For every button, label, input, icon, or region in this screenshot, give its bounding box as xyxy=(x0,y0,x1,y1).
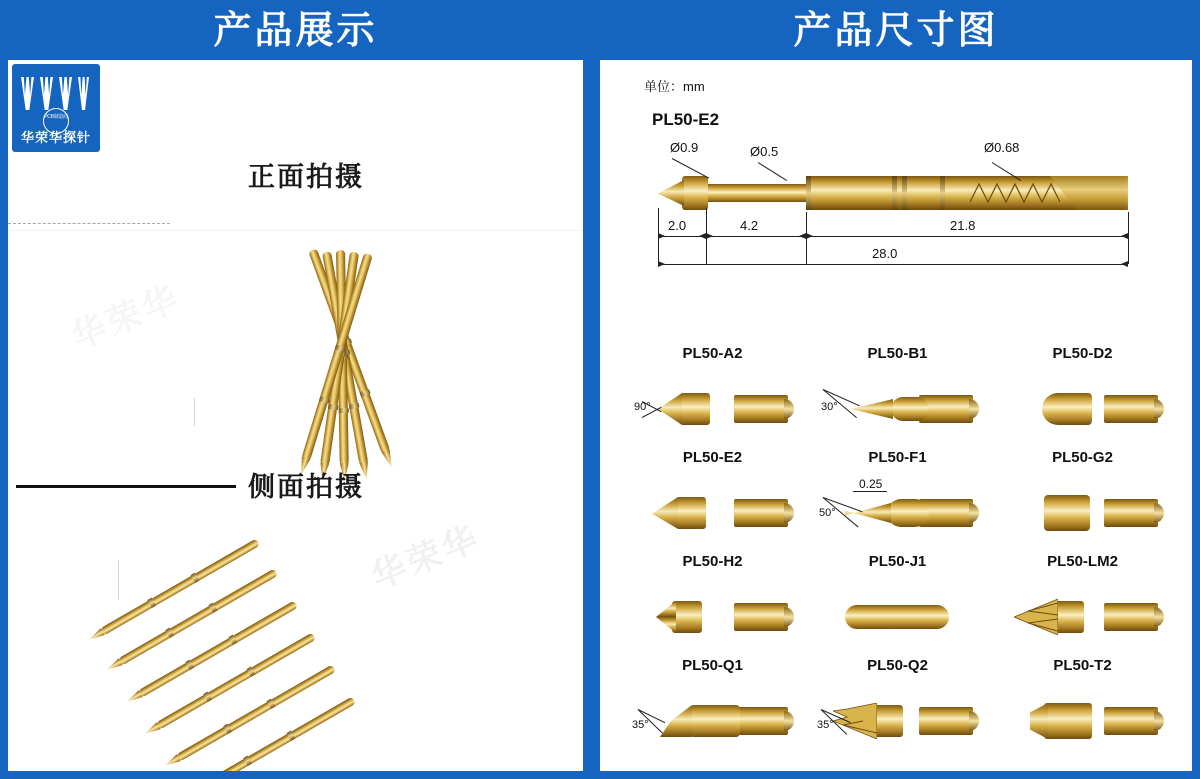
variant-name: PL50-E2 xyxy=(682,449,743,466)
main-probe-drawing xyxy=(640,140,1160,330)
logo-seal-icon: PCB制造商 xyxy=(43,108,69,134)
diameter-label-2: Ø0.5 xyxy=(750,144,779,159)
dim-line-total xyxy=(658,264,1128,265)
variant-art-lm2 xyxy=(1002,587,1164,647)
left-panel-title: 产品展示 xyxy=(213,10,378,52)
variant-art-f1 xyxy=(817,477,979,543)
variant-art-t2 xyxy=(1002,691,1164,751)
variant-cell-q2 xyxy=(805,657,990,761)
variant-art-q1 xyxy=(632,691,794,751)
trident-icon xyxy=(21,70,91,110)
unit-note: 单位：mm xyxy=(644,79,705,94)
photo-dashed-line xyxy=(8,223,170,224)
probe-ring xyxy=(902,176,907,210)
probe-shaft xyxy=(706,184,806,202)
main-model-label: PL50-E2 xyxy=(652,110,720,129)
company-logo xyxy=(12,64,100,152)
variant-cell-t2 xyxy=(990,657,1175,761)
dim-arrow xyxy=(806,233,813,239)
variant-art-g2 xyxy=(1002,483,1164,543)
probe-side-1 xyxy=(100,539,260,636)
variant-art-b1 xyxy=(817,379,979,439)
variant-name: PL50-T2 xyxy=(1053,657,1112,674)
dim-arrow xyxy=(1121,233,1128,239)
variant-name: PL50-H2 xyxy=(682,553,743,570)
dim-arrow xyxy=(799,233,806,239)
extension-line xyxy=(1128,212,1129,264)
serrated-tip-icon xyxy=(833,703,877,739)
angle-label: 50° xyxy=(819,507,836,519)
variant-grid xyxy=(620,345,1176,760)
diameter-label-3: Ø0.68 xyxy=(984,140,1020,155)
product-photo-panel xyxy=(8,60,583,771)
variant-cell-a2 xyxy=(620,345,805,449)
variant-cell-g2 xyxy=(990,449,1175,553)
probe-ring xyxy=(806,176,811,210)
probe-side-2 xyxy=(118,569,278,666)
right-panel-title: 产品尺寸图 xyxy=(793,10,999,52)
side-view-label: 侧面拍摄 xyxy=(248,472,364,502)
variant-cell-d2 xyxy=(990,345,1175,449)
dim-arrow xyxy=(706,233,713,239)
variant-art-a2 xyxy=(632,379,794,439)
variant-cell-e2 xyxy=(620,449,805,553)
variant-name: PL50-Q1 xyxy=(682,657,743,674)
angle-label: 30° xyxy=(821,401,838,413)
dim-arrow xyxy=(658,261,665,267)
variant-cell-lm2 xyxy=(990,553,1175,657)
probe-side-3 xyxy=(138,601,298,698)
angle-label: 35° xyxy=(817,719,834,731)
photo-divider-line xyxy=(8,230,583,231)
dimension-label-21-8: 21.8 xyxy=(950,218,976,233)
leader-line xyxy=(758,162,787,181)
variant-name: PL50-F1 xyxy=(868,449,927,466)
front-view-label: 正面拍摄 xyxy=(248,162,364,192)
dim-arrow xyxy=(1121,261,1128,267)
variant-cell-q1 xyxy=(620,657,805,761)
photo-artifact-mark xyxy=(118,560,119,600)
probe-head xyxy=(682,176,708,210)
variant-cell-h2 xyxy=(620,553,805,657)
variant-name: PL50-B1 xyxy=(867,345,928,362)
photo-watermark: 华荣华 xyxy=(366,518,487,597)
probe-side-5 xyxy=(176,665,336,762)
angle-label: 90° xyxy=(634,401,651,413)
probe-tip xyxy=(658,180,684,206)
variant-art-h2 xyxy=(632,587,794,647)
dimension-label-2-0: 2.0 xyxy=(668,218,687,233)
variant-art-e2 xyxy=(632,483,794,543)
variant-cell-j1 xyxy=(805,553,990,657)
logo-brand-text: 华荣华探针 xyxy=(20,130,91,145)
variant-cell-b1 xyxy=(805,345,990,449)
variant-name: PL50-G2 xyxy=(1052,449,1113,466)
diameter-label-1: Ø0.9 xyxy=(670,140,699,155)
dim-arrow xyxy=(658,233,665,239)
variant-name: PL50-LM2 xyxy=(1047,553,1118,570)
probe-ring xyxy=(892,176,897,210)
photo-artifact-mark xyxy=(194,398,195,426)
probe-side-4 xyxy=(156,633,316,730)
dimension-label-total: 28.0 xyxy=(872,246,898,261)
dim-arrow xyxy=(699,233,706,239)
crown-tip-icon xyxy=(1014,599,1058,635)
dimension-drawing-panel xyxy=(600,60,1192,771)
variant-art-j1 xyxy=(817,587,979,647)
photo-solid-line xyxy=(16,485,236,488)
flat-width-label: 0.25 xyxy=(859,477,883,491)
variant-cell-f1 xyxy=(805,449,990,553)
dim-line-4-2 xyxy=(706,236,806,237)
variant-name: PL50-A2 xyxy=(682,345,743,362)
variant-name: PL50-J1 xyxy=(868,553,927,570)
dim-line-21-8 xyxy=(806,236,1128,237)
variant-name: PL50-D2 xyxy=(1052,345,1113,362)
variant-art-q2 xyxy=(817,691,979,751)
photo-watermark: 华荣华 xyxy=(66,278,187,357)
angle-label: 35° xyxy=(632,719,649,731)
dimension-label-4-2: 4.2 xyxy=(740,218,759,233)
variant-name: PL50-Q2 xyxy=(867,657,928,674)
spring-icon xyxy=(970,182,1060,204)
variant-art-d2 xyxy=(1002,379,1164,439)
probe-ring xyxy=(940,176,945,210)
